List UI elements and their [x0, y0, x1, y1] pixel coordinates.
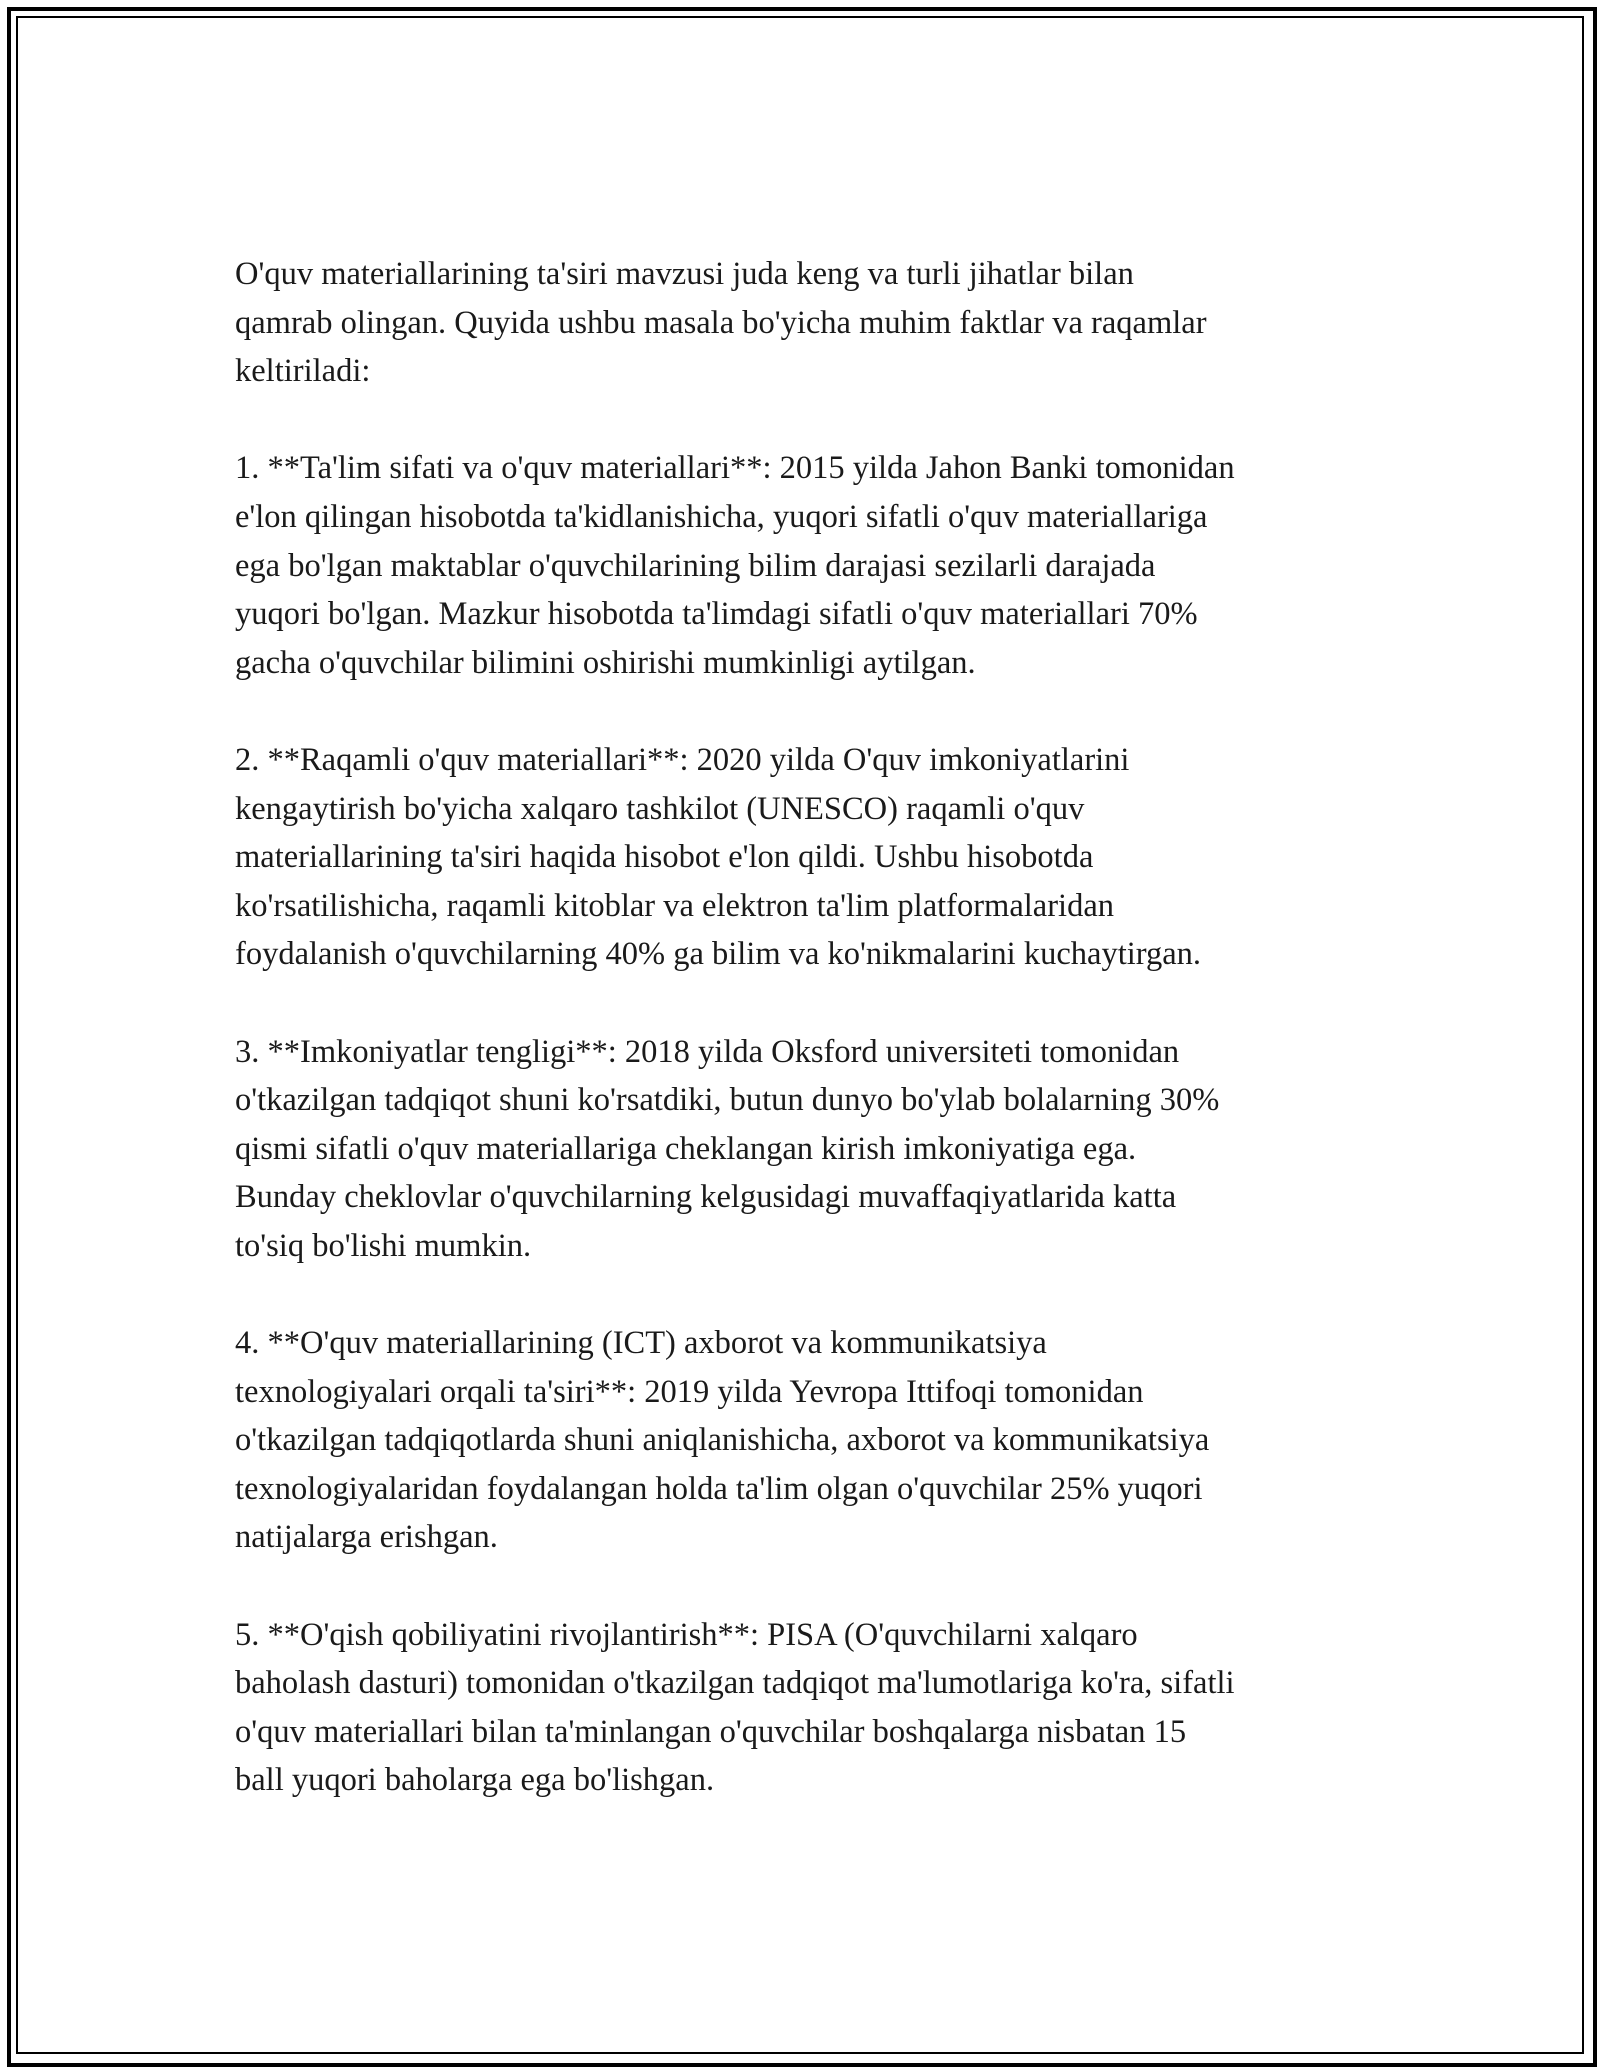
intro-paragraph: O'quv materiallarining ta'siri mavzusi juda keng va turli jihatlar bilan qamrab olingan. Quyida ushbu masala bo'yicha muhim faktlar va raqamlar keltiriladi: — [235, 256, 1207, 390]
list-item-1: 1. **Ta'lim sifati va o'quv materiallari**: 2015 yilda Jahon Banki tomonidan e'lon qilingan hisobotda ta'kidlanishicha, yuqori sifatli o'quv materiallariga ega bo'lgan maktablar o'quvchilarining bilim darajasi sezilarli darajada yuqori bo'lgan. Mazkur hisobotda ta'limdagi sifatli o'quv materiallari 70% gacha o'quvchilar bilimini oshirishi mumkinligi aytilgan. — [235, 450, 1235, 681]
document-body — [235, 250, 1385, 1854]
list-item-5: 5. **O'qish qobiliyatini rivojlantirish**: PISA (O'quvchilarni xalqaro baholash dasturi) tomonidan o'tkazilgan tadqiqot ma'lumotlariga ko'ra, sifatli o'quv materiallari bilan ta'minlangan o'quvchilar boshqalarga nisbatan 15 ball yuqori baholarga ega bo'lishgan. — [235, 1616, 1235, 1799]
list-item-2: 2. **Raqamli o'quv materiallari**: 2020 yilda O'quv imkoniyatlarini kengaytirish bo'yicha xalqaro tashkilot (UNESCO) raqamli o'quv materiallarining ta'siri haqida hisobot e'lon qildi. Ushbu hisobotda ko'rsatilishicha, raqamli kitoblar va elektron ta'lim platformalaridan foydalanish o'quvchilarning 40% ga bilim va ko'nikmalarini kuchaytirgan. — [235, 741, 1202, 973]
list-item-3: 3. **Imkoniyatlar tengligi**: 2018 yilda Oksford universiteti tomonidan o'tkazilgan tadqiqot shuni ko'rsatdiki, butun dunyo bo'ylab bolalarning 30% qismi sifatli o'quv materiallariga cheklangan kirish imkoniyatiga ega. Bunday cheklovlar o'quvchilarning kelgusidagi muvaffaqiyatlarida katta to'siq bo'lishi mumkin. — [235, 1033, 1220, 1264]
list-item-4: 4. **O'quv materiallarining (ICT) axborot va kommunikatsiya texnologiyalari orqali ta'siri**: 2019 yilda Yevropa Ittifoqi tomonidan o'tkazilgan tadqiqotlarda shuni aniqlanishicha, axborot va kommunikatsiya texnologiyalaridan foydalangan holda ta'lim olgan o'quvchilar 25% yuqori natijalarga erishgan. — [235, 1325, 1210, 1556]
